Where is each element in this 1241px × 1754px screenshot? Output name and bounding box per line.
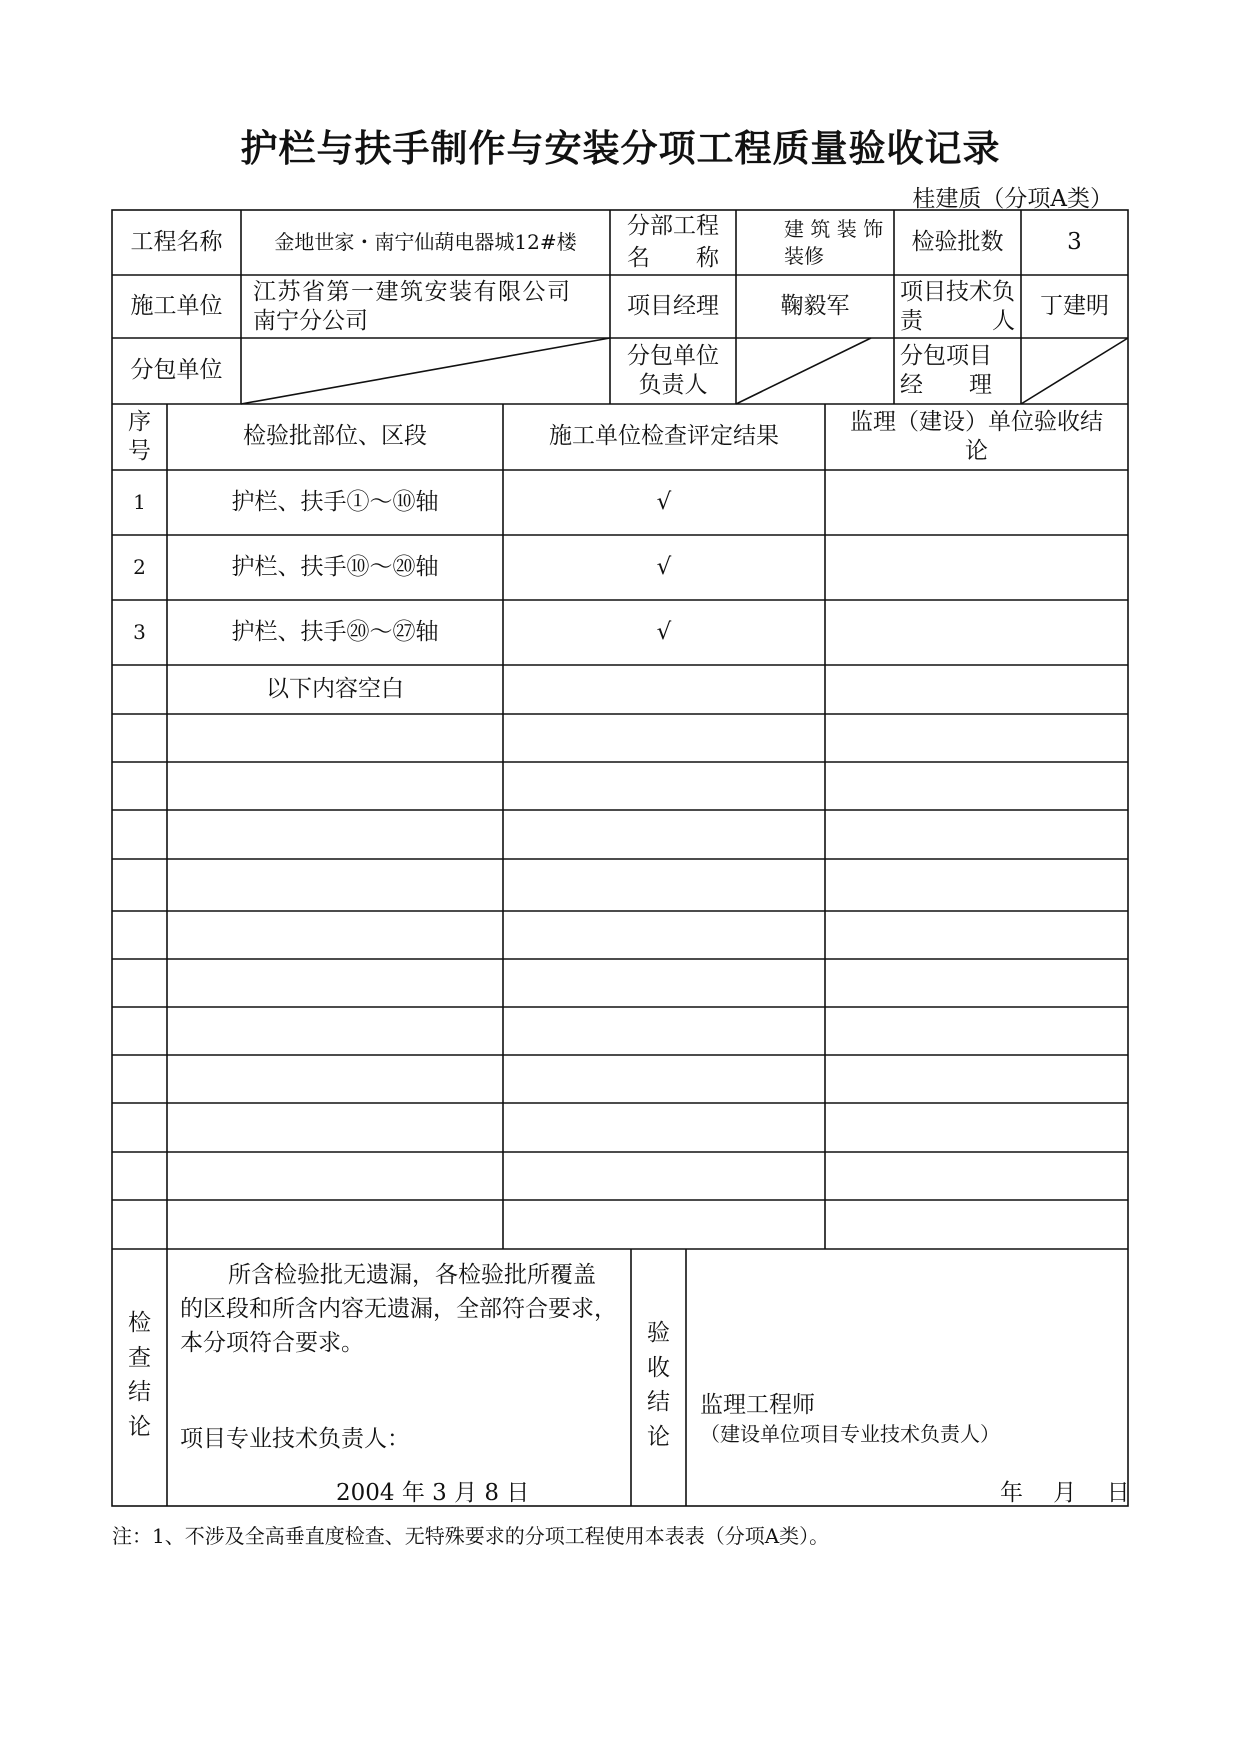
accept-label-char-2: 收 [647,1354,670,1381]
footnote: 注：1、不涉及全高垂直度检查、无特殊要求的分项工程使用本表表（分项A类）。 [112,1524,830,1548]
supervisor-label: 监理工程师 [700,1392,815,1418]
sub-lead-label [610,338,736,404]
division-label-line1: 分部工程 [627,213,719,240]
division-label-line2: 名 称 [627,244,719,271]
table-row-2-part: 护栏、扶手⑩～⑳轴 [231,553,439,580]
project-name-label: 工程名称 [130,228,223,255]
contractor-value [241,275,610,338]
accept-label-char-3: 结 [647,1389,670,1415]
check-label-char-3: 结 [128,1379,151,1405]
pm-label: 项目经理 [627,292,719,319]
check-conclusion-label [112,1290,167,1460]
sub-pm-label-line1: 分包项目 [900,343,992,370]
supervisor-sub-label: （建设单位项目专业技术负责人） [700,1422,1000,1446]
batch-count-label: 检验批数 [911,228,1004,255]
sub-contractor-label: 分包单位 [130,357,223,384]
table-row-1-result: √ [656,488,672,515]
col-conclusion-line1: 监理（建设）单位验收结 [850,409,1103,436]
division-label [610,210,736,275]
table-row-3-result: √ [656,618,672,645]
check-date: 2004 年 3 月 8 日 [336,1480,530,1506]
tech-lead-label-line1: 项目技术负 [900,278,1015,305]
check-label-char-1: 检 [128,1310,151,1336]
blank-note: 以下内容空白 [266,675,404,702]
division-value [736,210,894,275]
col-no-header [112,404,167,470]
table-row-3-part: 护栏、扶手⑳～㉗轴 [231,618,439,645]
table-row-1-no: 1 [133,490,146,514]
accept-label-char-1: 验 [647,1320,670,1346]
contractor-value-line2: 南宁分公司 [253,307,368,334]
accept-conclusion-label [631,1310,686,1460]
table-row-2-result: √ [656,553,672,580]
tech-lead-value: 丁建明 [1040,292,1109,319]
check-text-line3: 本分项符合要求。 [180,1330,364,1356]
pm-value: 鞠毅军 [780,292,850,319]
col-part-header: 检验批部位、区段 [243,423,427,450]
sub-lead-label-line1: 分包单位 [627,343,719,370]
table-row-1-part: 护栏、扶手①～⑩轴 [231,488,439,515]
col-result-header: 施工单位检查评定结果 [549,423,779,450]
accept-label-char-4: 论 [647,1423,670,1450]
contractor-label: 施工单位 [130,292,223,319]
check-label-char-2: 查 [128,1344,151,1371]
sub-lead-label-line2: 负责人 [638,372,708,398]
accept-date: 年 月 日 [1000,1480,1130,1506]
col-no-line2: 号 [128,438,151,464]
col-no-line1: 序 [128,409,151,436]
table-row-2-no: 2 [133,555,146,579]
division-value-line1: 建 筑 装 饰 [784,216,884,241]
check-text-line2: 的区段和所含内容无遗漏，全部符合要求， [180,1296,617,1322]
division-value-line2: 装修 [784,243,824,268]
check-text-line1: 所含检验批无遗漏，各检验批所覆盖 [228,1262,596,1288]
sub-pm-label-line2: 经 理 [900,372,992,398]
batch-count-value: 3 [1067,228,1082,255]
page-title: 护栏与扶手制作与安装分项工程质量验收记录 [240,126,1001,170]
check-label-char-4: 论 [128,1413,151,1440]
contractor-value-line1: 江苏省第一建筑安装有限公司 [253,278,572,305]
sub-pm-label [871,338,1021,404]
table-row-3-no: 3 [133,620,146,644]
col-conclusion-header [825,404,1128,470]
col-conclusion-line2: 论 [965,438,988,464]
tech-lead-label-line2: 责 人 [900,307,1015,334]
project-name-value: 金地世家・南宁仙葫电器城12#楼 [274,230,577,254]
form-code: 桂建质（分项A类） [912,186,1113,212]
tech-lead-label [894,275,1021,338]
check-signer: 项目专业技术负责人： [180,1426,410,1452]
